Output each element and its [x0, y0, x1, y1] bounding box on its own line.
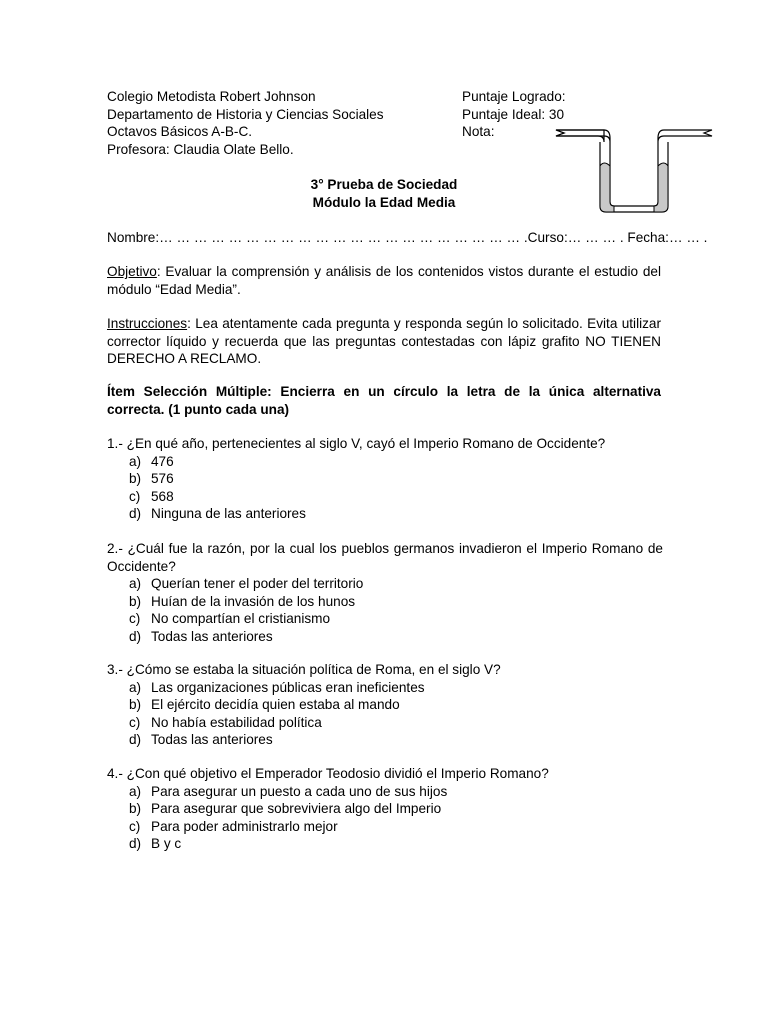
option-b[interactable]: b) El ejército decidía quien estaba al mando [129, 697, 400, 712]
school-name: Colegio Metodista Robert Johnson [107, 89, 316, 104]
question-text: 3.- ¿Cómo se estaba la situación política de Roma, en el siglo V? [107, 662, 501, 677]
objective-text: : Evaluar la comprensión y análisis de los contenidos vistos durante el estudio del módulo “Edad Media”. [107, 264, 661, 297]
question-text: 4.- ¿Con qué objetivo el Emperador Teodosio dividió el Imperio Romano? [107, 766, 549, 781]
grade-label: Nota: [462, 124, 495, 139]
multiple-choice-header: Ítem Selección Múltiple: Encierra en un círculo la letra de la única alternativa correcta. (1 punto cada una) [107, 384, 661, 417]
instructions-text: : Lea atentamente cada pregunta y responda según lo solicitado. Evita utilizar corrector líquido y recuerda que las preguntas contestadas con lápiz grafito NO TIENEN DERECHO A RECLAMO. [107, 316, 661, 366]
option-a[interactable]: a) Querían tener el poder del territorio [129, 576, 364, 591]
option-b[interactable]: b) 576 [129, 471, 174, 486]
instructions-paragraph [107, 315, 661, 368]
department-name: Departamento de Historia y Ciencias Sociales [107, 106, 384, 122]
objective-label: Objetivo [107, 264, 157, 279]
option-d[interactable]: d) B y c [129, 836, 182, 851]
option-d[interactable]: d) Todas las anteriores [129, 628, 273, 644]
class-levels: Octavos Básicos A-B-C. [107, 124, 253, 139]
option-a[interactable]: a) Las organizaciones públicas eran ineficientes [129, 679, 425, 695]
option-c[interactable]: c) No compartían el cristianismo [129, 611, 331, 626]
question-3 [107, 661, 663, 749]
score-ideal: Puntaje Ideal: 30 [462, 106, 565, 122]
option-a[interactable]: a) 476 [129, 453, 174, 469]
exam-title: 3° Prueba de Sociedad [310, 177, 458, 192]
option-a[interactable]: a) Para asegurar un puesto a cada uno de sus hijos [129, 783, 448, 799]
score-achieved: Puntaje Logrado: [462, 89, 566, 104]
exam-subtitle: Módulo la Edad Media [312, 194, 456, 210]
option-c[interactable]: c) No había estabilidad política [129, 714, 322, 730]
student-fields-line: Nombre:… … … … … … … … … … … … … … … … … … … … … .Curso:… … … . Fecha:… … . [107, 230, 708, 245]
objective-paragraph [107, 263, 661, 298]
option-b[interactable]: b) Huían de la invasión de los hunos [129, 593, 356, 609]
question-text: 2.- ¿Cuál fue la razón, por la cual los pueblos germanos invadieron el Imperio Romano de Occidente? [107, 541, 663, 574]
option-b[interactable]: b) Para asegurar que sobreviviera algo del Imperio [129, 801, 442, 816]
question-4 [107, 765, 663, 853]
question-1 [107, 435, 663, 523]
question-text: 1.- ¿En qué año, pertenecientes al siglo V, cayó el Imperio Romano de Occidente? [107, 436, 606, 451]
option-d[interactable]: d) Ninguna de las anteriores [129, 506, 306, 521]
option-c[interactable]: c) Para poder administrarlo mejor [129, 818, 338, 834]
option-c[interactable]: c) 568 [129, 488, 174, 504]
question-2 [107, 540, 663, 645]
teacher-name: Profesora: Claudia Olate Bello. [107, 141, 294, 157]
instructions-label: Instrucciones [107, 316, 188, 331]
school-header [107, 88, 457, 158]
option-d[interactable]: d) Todas las anteriores [129, 732, 273, 747]
exam-titles [107, 176, 661, 211]
